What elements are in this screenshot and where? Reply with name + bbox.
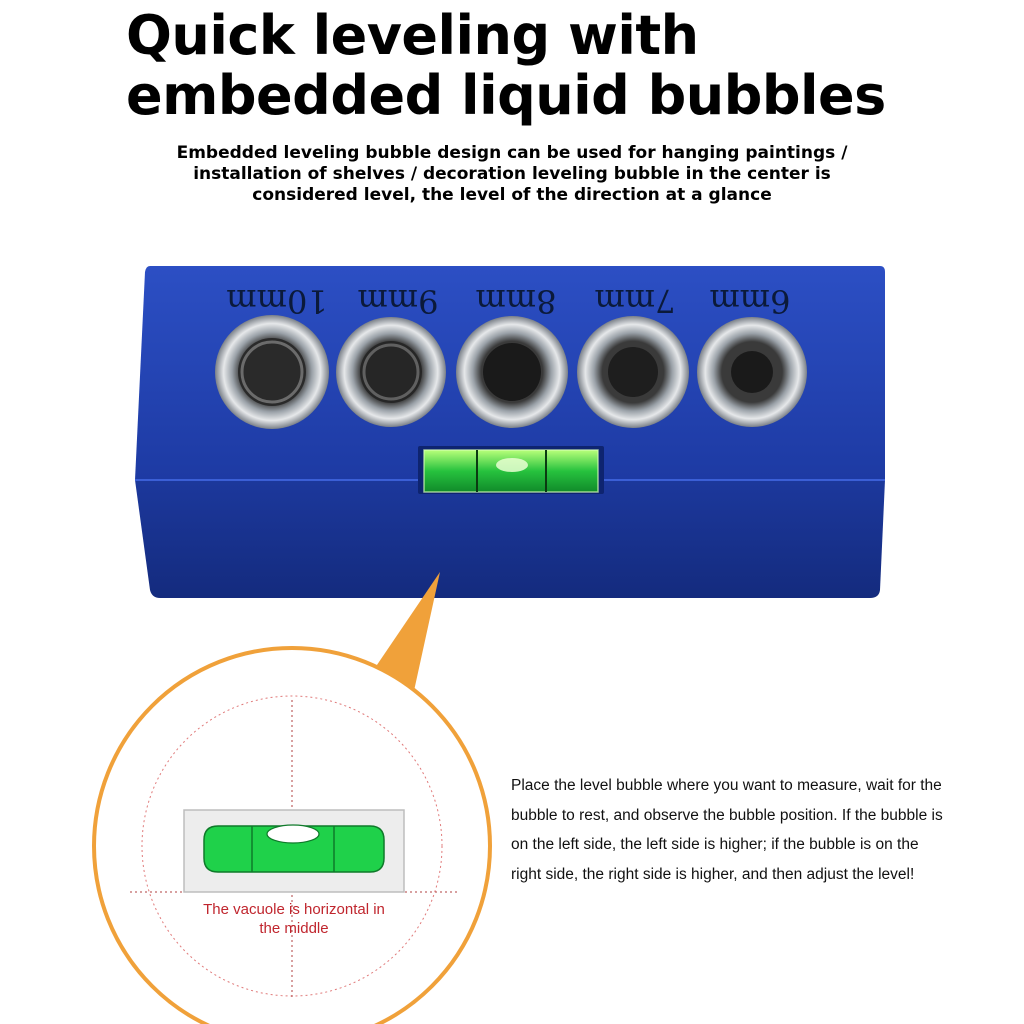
size-label-7mm: 7mm [594, 282, 676, 320]
air-bubble [267, 825, 319, 843]
size-label-6mm: 6mm [709, 282, 791, 320]
page-subtitle: Embedded leveling bubble design can be used for hanging paintings / installation of shelves / decoration leveling bubble in the center is considered level, the level of the direction at a glance [176, 143, 848, 205]
size-label-10mm: 10mm [226, 282, 328, 320]
page-title: Quick leveling with embedded liquid bubbles [126, 4, 886, 127]
instructions-text: Place the level bubble where you want to measure, wait for the bubble to rest, and observe the bubble position. If the bubble is on the left side, the left side is higher; if the bubble is on the right side, the right side is higher, and then adjust the level! [511, 777, 943, 883]
size-label-9mm: 9mm [357, 282, 439, 320]
size-label-8mm: 8mm [475, 282, 557, 320]
vacuole-note: The vacuole is horizontal in the middle [203, 901, 385, 937]
